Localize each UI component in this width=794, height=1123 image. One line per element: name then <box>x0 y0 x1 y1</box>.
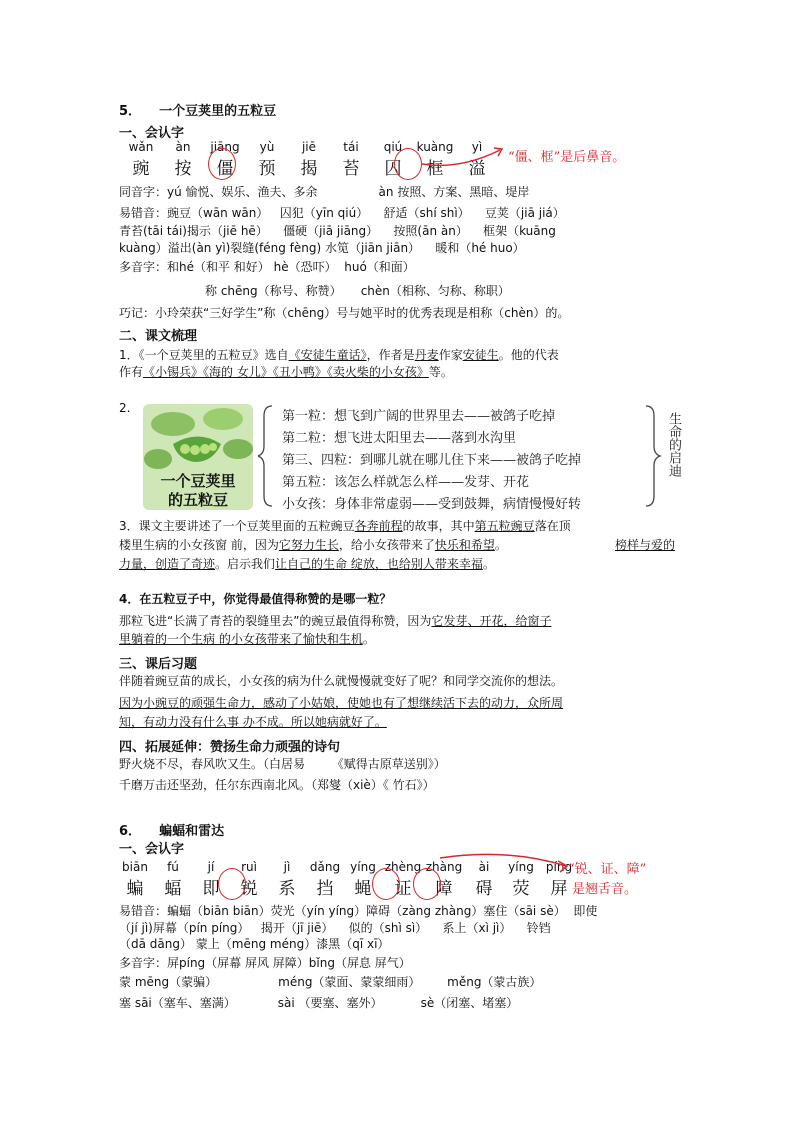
mindmap-item: 第一粒：想飞到广阔的世界里去——被鸽子吃掉 <box>282 409 556 424</box>
hanzi: 僵 <box>216 159 234 179</box>
lesson5-section-extension: 四、拓展延伸：赞扬生命力顽强的诗句 <box>119 740 341 755</box>
answer-4-cont: 里躺着的一个生病 的小女孩带来了愉快和生机。 <box>119 632 375 646</box>
lesson5-section-exercises: 三、课后习题 <box>119 657 198 672</box>
polyphone-line: 塞 sāi（塞车、塞满） sài （要塞、塞外） sè（闭塞、堵塞） <box>119 996 519 1010</box>
pinyin: jì <box>283 860 291 874</box>
pinyin: yù <box>259 140 275 154</box>
arrow-annotation <box>420 140 510 170</box>
error-prone-line: kuàng）溢出(àn yì)裂缝(féng fèng) 水笕（jiān jiān） 暖和（hé huo） <box>119 241 525 255</box>
answer-4: 那粒飞进“长满了青苔的裂缝里去”的豌豆最值得称赞，因为它发芽、开花，给窗子 <box>119 614 552 628</box>
pinyin: ài <box>478 860 490 874</box>
mindmap-item: 第五粒：该怎么样就怎么样——发芽、开花 <box>282 475 530 490</box>
highlight-circle <box>208 148 236 180</box>
pinyin: jiāng <box>210 140 240 154</box>
arrow-annotation <box>438 852 578 886</box>
highlight-circle <box>394 148 422 180</box>
pinyin: àn <box>175 140 191 154</box>
polyphone-line: 蒙 mēng（蒙骗） méng（蒙面、蒙蒙细雨） měng（蒙古族） <box>119 975 542 989</box>
hanzi: 苔 <box>342 159 360 179</box>
hanzi: 即 <box>202 879 220 899</box>
pinyin: fú <box>167 860 179 874</box>
hanzi: 按 <box>174 159 192 179</box>
error-prone-line: 易错音：蝙蝠（biān biān）荧光（yín yíng）障碍（zàng zhàng）塞住（sāi sè） 即使 <box>119 904 598 918</box>
lesson5-title: 5． 一个豆荚里的五粒豆 <box>119 104 277 119</box>
mindmap-conclusion: 生命的启迪 <box>666 412 681 477</box>
hanzi: 屏 <box>550 879 568 899</box>
highlight-circle <box>413 868 441 900</box>
pinyin: yíng <box>508 860 534 874</box>
paragraph-1-cont: 作有《小锡兵》《海的 女儿》《丑小鸭》《卖火柴的小女孩》等。 <box>119 365 453 379</box>
polyphone-line: 称 chēng（称号、称赞） chèn（相称、匀称、称职） <box>205 284 510 298</box>
pinyin: biān <box>122 860 148 874</box>
polyphone-line: 多音字：屏píng（屏幕 屏风 屏障）bǐng（屏息 屏气） <box>119 956 411 970</box>
paragraph-3-cont: 楼里生病的小女孩窗 前，因为它努力生长，给小女孩带来了快乐和希望。 <box>119 538 507 552</box>
hanzi: 预 <box>258 159 276 179</box>
pinyin: zhàng <box>425 860 463 874</box>
hanzi: 溢 <box>468 159 486 179</box>
hanzi: 障 <box>435 879 453 899</box>
hanzi: 锐 <box>240 879 258 899</box>
homophones-line: 同音字：yú 愉悦、娱乐、渔夫、多余 àn 按照、方案、黑暗、堤岸 <box>119 185 530 199</box>
pinyin: jiē <box>301 140 317 154</box>
pronunciation-note: 是翘舌音。 <box>572 882 638 897</box>
pinyin: qiú <box>383 140 403 154</box>
pinyin: tái <box>343 140 359 154</box>
pinyin: yì <box>471 140 483 154</box>
pronunciation-note: “锐、证、障” <box>568 862 647 877</box>
error-prone-line: （jí jì)屏幕（pín píng） 揭开（jī jiē） 似的（shì sì） 系上（xì jì） 铃铛 <box>119 921 551 935</box>
pinyin: yíng <box>350 860 376 874</box>
mnemonic-line: 巧记：小玲荣获“三好学生”称（chēng）号与她平时的优秀表现是相称（chèn）的。 <box>119 306 570 320</box>
lesson6-title: 6． 蝙蝠和雷达 <box>119 824 225 839</box>
hanzi: 囚 <box>384 159 402 179</box>
paragraph-3: 3．课文主要讲述了一个豆荚里面的五粒豌豆各奔前程的故事，其中第五粒豌豆落在顶 <box>119 519 571 533</box>
paragraph-1: 1．《一个豆荚里的五粒豆》选自《安徒生童话》，作者是丹麦作家安徒生。他的代表 <box>119 348 559 362</box>
exercise-answer: 因为小豌豆的顽强生命力，感动了小姑娘，使她也有了想继续活下去的动力，众所周 <box>119 696 564 710</box>
question-4: 4．在五粒豆子中，你觉得最值得称赞的是哪一粒？ <box>119 592 392 606</box>
hanzi: 蝙 <box>126 879 144 899</box>
mindmap-item: 第二粒：想飞进太阳里去——落到水沟里 <box>282 431 517 446</box>
poem-line: 野火烧不尽，春风吹又生。（白居易 《赋得古原草送别》） <box>119 757 446 771</box>
pinyin: ruì <box>241 860 257 874</box>
pinyin: píng <box>545 860 573 874</box>
hanzi: 豌 <box>132 159 150 179</box>
pronunciation-note: “僵、框”是后鼻音。 <box>508 150 626 165</box>
paragraph-3-cont: 力量，创造了奇迹。启示我们让自己的生命 绽放，也给别人带来幸福。 <box>119 557 495 571</box>
error-prone-line: 青苔(tāi tái)揭示（jiē hē） 僵硬（jiā jiāng） 按照(ān àn） 框架（kuāng <box>119 224 556 238</box>
hanzi: 碍 <box>475 879 493 899</box>
hanzi: 挡 <box>316 879 334 899</box>
highlight-circle <box>218 868 246 900</box>
pinyin: zhèng <box>384 860 422 874</box>
error-prone-line: 易错音：豌豆（wān wān） 囚犯（yīn qiú） 舒适（shí shì） 豆荚（jiā jiá） <box>119 206 565 220</box>
exercise-answer: 知，有动力没有什么事 办不成。所以她病就好了。 <box>119 715 387 729</box>
hanzi: 系 <box>278 879 296 899</box>
paragraph-3-underline: 榜样与爱的 <box>615 538 676 552</box>
item-2-label: 2. <box>119 401 131 415</box>
illustration-title: 的五粒豆 <box>167 491 228 509</box>
hanzi: 荧 <box>512 879 530 899</box>
lesson5-section-review: 二、课文梳理 <box>119 329 198 344</box>
pinyin: wǎn <box>128 140 154 154</box>
hanzi: 蝠 <box>164 879 182 899</box>
pinyin: kuàng <box>416 140 454 154</box>
illustration-title: 一个豆荚里 <box>160 472 236 490</box>
hanzi: 蝇 <box>354 879 372 899</box>
mindmap-item: 第三、四粒：到哪儿就在哪儿住下来——被鸽子吃掉 <box>282 453 582 468</box>
lesson6-section-literacy: 一、会认字 <box>119 842 185 857</box>
hanzi: 揭 <box>300 159 318 179</box>
exercise-question: 伴随着豌豆苗的成长，小女孩的病为什么就慢慢就变好了呢？和同学交流你的想法。 <box>119 674 564 688</box>
pea-pod-illustration <box>143 404 253 510</box>
pinyin: jí <box>207 860 215 874</box>
polyphone-line: 多音字：和hé（和平 和好） hè（恐吓） huó（和面） <box>119 260 415 274</box>
hanzi: 框 <box>426 159 444 179</box>
error-prone-line: （dā dāng） 蒙上（mēng méng）漆黑（qī xī） <box>119 937 390 951</box>
mindmap-item: 小女孩：身体非常虚弱——受到鼓舞，病情慢慢好转 <box>282 497 582 512</box>
lesson5-section-literacy: 一、会认字 <box>119 126 185 141</box>
pinyin: dǎng <box>309 860 341 874</box>
poem-line: 千磨万击还坚劲，任尔东西南北风。（郑燮（xiè）《 竹石》） <box>119 778 435 792</box>
hanzi: 证 <box>394 879 412 899</box>
highlight-circle <box>372 868 400 900</box>
